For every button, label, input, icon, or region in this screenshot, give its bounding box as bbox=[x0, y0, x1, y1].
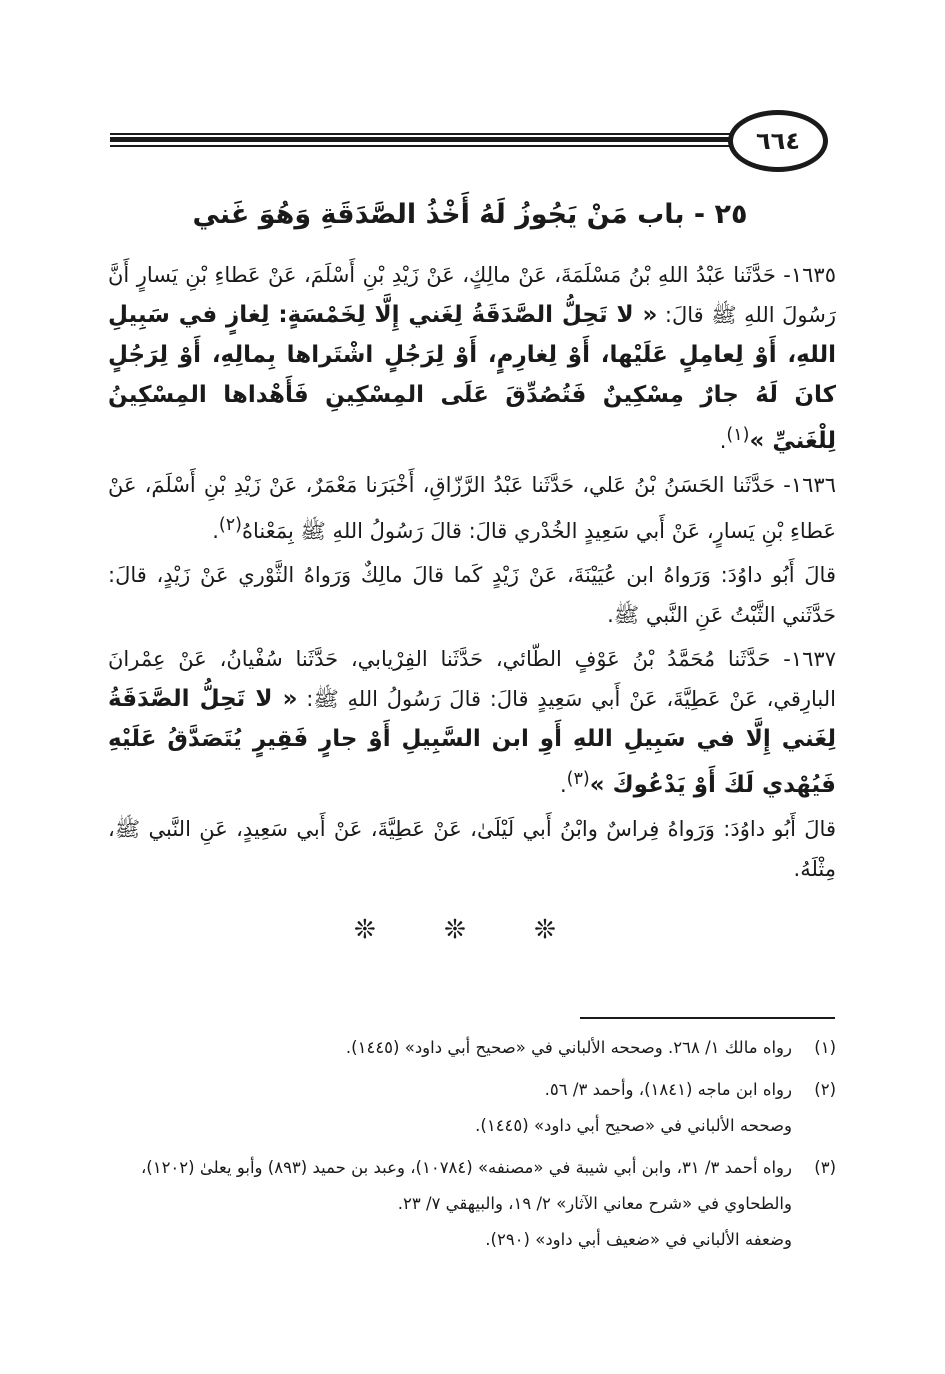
abu-dawud-comment-1 bbox=[108, 555, 836, 635]
hadith-isnad: ١٦٣٧- حَدَّثَنا مُحَمَّدُ بْنُ عَوْفٍ الطّائي، حَدَّثَنا الفِرْيابي، حَدَّثَنا سُفْيانُ، عَنْ عِمْرانَ البارِقي، عَنْ عَطِيَّةَ، عَنْ أَبي سَعِيدٍ قالَ: قالَ رَسُولُ اللهِ ﷺ: bbox=[108, 647, 836, 711]
hadith-isnad: ١٦٣٦- حَدَّثَنا الحَسَنُ بْنُ عَلي، حَدَّثَنا عَبْدُ الرَّزّاقِ، أَخْبَرَنا مَعْمَرٌ، عَنْ زَيْدِ بْنِ أَسْلَمَ، عَنْ عَطاءِ بْنِ يَسارٍ، عَنْ أَبي سَعِيدٍ الخُدْري قالَ: قالَ رَسُولُ اللهِ ﷺ بِمَعْناهُ bbox=[108, 473, 836, 543]
hadith-1635: ١٦٣٥- حَدَّثَنا عَبْدُ اللهِ بْنُ مَسْلَمَةَ، عَنْ مالِكٍ، عَنْ زَيْدِ بْنِ أَسْلَمَ، عَنْ عَطاءِ بْنِ يَسارٍ أَنَّ رَسُولَ اللهِ ﷺ قالَ: « لا تَحِلُّ الصَّدَقَةُ لِغَني إِلَّا لِخَمْسَةٍ: لِغازٍ في سَبِيلِ اللهِ، أَوْ لِعامِلٍ عَلَيْها، أَوْ لِغارِمٍ، أَوْ لِرَجُلٍ اشْتَراها بِمالِهِ، أَوْ لِرَجُلٍ كانَ لَهُ جارٌ مِسْكِينٌ فَتُصُدِّقَ عَلَى المِسْكِينِ فَأَهْداها المِسْكِينُ لِلْغَنيِّ »$^{(١)}$. bbox=[108, 263, 836, 454]
footnote-number: (١) bbox=[814, 1038, 836, 1057]
footnote-line: وصححه الألباني في «صحيح أبي داود» (١٤٤٥). bbox=[475, 1116, 792, 1135]
header-rule-bottom-line bbox=[110, 145, 740, 147]
chapter-title: ٢٥ - باب مَنْ يَجُوزُ لَهُ أَخْذُ الصَّدَقَةِ وَهُوَ غَني bbox=[192, 199, 748, 230]
abu-dawud-comment-2 bbox=[108, 809, 836, 889]
footnotes bbox=[108, 1030, 836, 1264]
header-rule-top-line bbox=[110, 133, 740, 135]
section-separator: ❊ ❊ ❊ bbox=[354, 915, 586, 945]
footnote-line: رواه ابن ماجه (١٨٤١)، وأحمد ٣/ ٥٦. bbox=[544, 1080, 792, 1099]
footnote-2 bbox=[108, 1072, 836, 1144]
footnote-text bbox=[108, 1030, 792, 1066]
footnote-number: (٣) bbox=[814, 1158, 836, 1177]
footnote-line: رواه أحمد ٣/ ٣١، وابن أبي شيبة في «مصنفه» (١٠٧٨٤)، وعبد بن حميد (٨٩٣) وأبو يعلىٰ (١٢٠٢)، والطحاوي في «شرح معاني الآثار» ٢/ ١٩، والبيهقي ٧/ ٢٣. bbox=[140, 1158, 792, 1213]
footnote-line: رواه مالك ١/ ٢٦٨. وصححه الألباني في «صحيح أبي داود» (١٤٤٥). bbox=[345, 1038, 792, 1057]
hadith-matn: « لا تَحِلُّ الصَّدَقَةُ لِغَني إِلَّا في سَبِيلِ اللهِ أَوِ ابن السَّبِيلِ أَوْ جارٍ فَقِيرٍ يُتَصَدَّقُ عَلَيْهِ فَيُهْدي لَكَ أَوْ يَدْعُوكَ » bbox=[108, 686, 836, 798]
footnote-number: (٢) bbox=[814, 1080, 836, 1099]
hadith-1636: ١٦٣٦- حَدَّثَنا الحَسَنُ بْنُ عَلي، حَدَّثَنا عَبْدُ الرَّزّاقِ، أَخْبَرَنا مَعْمَرٌ، عَنْ زَيْدِ بْنِ أَسْلَمَ، عَنْ عَطاءِ بْنِ يَسارٍ، عَنْ أَبي سَعِيدٍ الخُدْري قالَ: قالَ رَسُولُ اللهِ ﷺ بِمَعْناهُ$^{(٢)}$. bbox=[108, 473, 836, 543]
footnote-text bbox=[108, 1072, 792, 1144]
hadith-matn: « لا تَحِلُّ الصَّدَقَةُ لِغَني إِلَّا لِخَمْسَةٍ: لِغازٍ في سَبِيلِ اللهِ، أَوْ لِعامِلٍ عَلَيْها، أَوْ لِغارِمٍ، أَوْ لِرَجُلٍ اشْتَراها بِمالِهِ، أَوْ لِرَجُلٍ كانَ لَهُ جارٌ مِسْكِينٌ فَتُصُدِّقَ عَلَى المِسْكِينِ فَأَهْداها المِسْكِينُ لِلْغَنيِّ » bbox=[108, 302, 836, 454]
hadith-body bbox=[108, 255, 836, 893]
footnote-divider bbox=[580, 1017, 835, 1019]
comment-text: قالَ أَبُو داوُدَ: وَرَواهُ ابن عُيَيْنَةَ، عَنْ زَيْدٍ كَما قالَ مالِكٌ وَرَواهُ الثَّوْري عَنْ زَيْدٍ، قالَ: حَدَّثَني الثَّبْتُ عَنِ النَّبي ﷺ. bbox=[108, 563, 836, 627]
footnote-text bbox=[108, 1150, 792, 1258]
hadith-1637: ١٦٣٧- حَدَّثَنا مُحَمَّدُ بْنُ عَوْفٍ الطّائي، حَدَّثَنا الفِرْيابي، حَدَّثَنا سُفْيانُ، عَنْ عِمْرانَ البارِقي، عَنْ عَطِيَّةَ، عَنْ أَبي سَعِيدٍ قالَ: قالَ رَسُولُ اللهِ ﷺ: « لا تَحِلُّ الصَّدَقَةُ لِغَني إِلَّا في سَبِيلِ اللهِ أَوِ ابن السَّبِيلِ أَوْ جارٍ فَقِيرٍ يُتَصَدَّقُ عَلَيْهِ فَيُهْدي لَكَ أَوْ يَدْعُوكَ »$^{(٣)}$. bbox=[108, 647, 836, 798]
footnote-ref: (٣) bbox=[566, 769, 590, 789]
page-number: ٦٦٤ bbox=[728, 110, 828, 172]
header-rule bbox=[110, 137, 740, 147]
footnote-ref: (٢) bbox=[218, 515, 242, 535]
hadith-isnad: ١٦٣٥- حَدَّثَنا عَبْدُ اللهِ بْنُ مَسْلَمَةَ، عَنْ مالِكٍ، عَنْ زَيْدِ بْنِ أَسْلَمَ، عَنْ عَطاءِ بْنِ يَسارٍ أَنَّ رَسُولَ اللهِ ﷺ قالَ: bbox=[108, 263, 836, 327]
header-rule-thick-line bbox=[110, 137, 740, 142]
footnote-3 bbox=[108, 1150, 836, 1258]
comment-text: قالَ أَبُو داوُدَ: وَرَواهُ فِراسٌ وابْنُ أَبي لَيْلَىٰ، عَنْ عَطِيَّةَ، عَنْ أَبي سَعِيدٍ، عَنِ النَّبي ﷺ، مِثْلَهُ. bbox=[108, 817, 836, 881]
footnote-1 bbox=[108, 1030, 836, 1066]
footnote-line: وضعفه الألباني في «ضعيف أبي داود» (٢٩٠). bbox=[485, 1230, 792, 1249]
footnote-ref: (١) bbox=[726, 425, 750, 445]
